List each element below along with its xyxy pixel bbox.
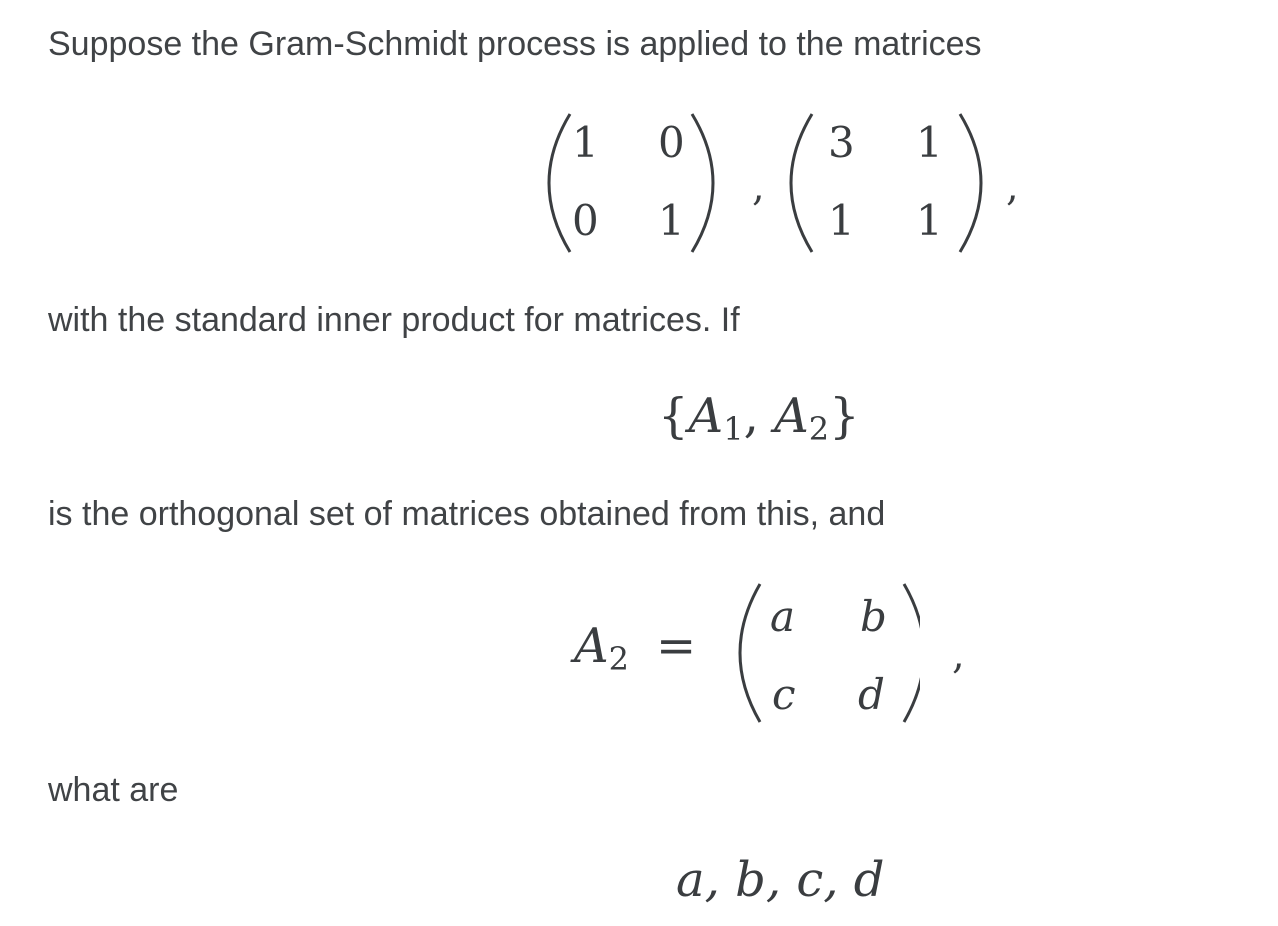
inner-product-text: with the standard inner product for matrices. If (48, 301, 740, 339)
a2-cell-c: c (772, 670, 796, 719)
final-variables: a, b, c, d (676, 852, 885, 908)
matrix1-cell: 1 (572, 118, 599, 167)
matrix2-cell: 1 (916, 196, 943, 245)
equals-sign: = (656, 618, 697, 674)
orthogonal-set (658, 388, 860, 448)
subscript-1: 1 (723, 410, 744, 448)
matrix1-cell: 0 (658, 118, 685, 167)
matrix2-cell: 1 (828, 196, 855, 245)
trailing-comma: , (952, 632, 965, 678)
a2-symbol: A (574, 618, 609, 674)
matrix1-cell: 1 (658, 196, 685, 245)
what-are-text: what are (48, 771, 179, 809)
a2-subscript: 2 (608, 640, 630, 678)
set-matrix-a1: A (688, 388, 724, 444)
open-brace: { (658, 388, 689, 444)
orthogonal-text: is the orthogonal set of matrices obtained from this, and (48, 495, 886, 533)
intro-text: Suppose the Gram-Schmidt process is applied to the matrices (48, 25, 982, 63)
matrix1-cell: 0 (572, 196, 599, 245)
set-matrix-a2: A (774, 388, 809, 444)
a2-cell-b: b (860, 592, 887, 641)
matrix2-cell: 3 (828, 118, 855, 167)
matrix2-cell: 1 (916, 118, 943, 167)
a2-cell-d: d (858, 670, 885, 719)
subscript-2: 2 (808, 410, 830, 448)
set-comma: , (743, 388, 759, 444)
matrix-separator: , (752, 164, 765, 210)
trailing-comma: , (1006, 164, 1019, 210)
a2-label (574, 618, 629, 678)
a2-cell-a: a (770, 592, 796, 641)
close-brace: } (829, 388, 860, 444)
